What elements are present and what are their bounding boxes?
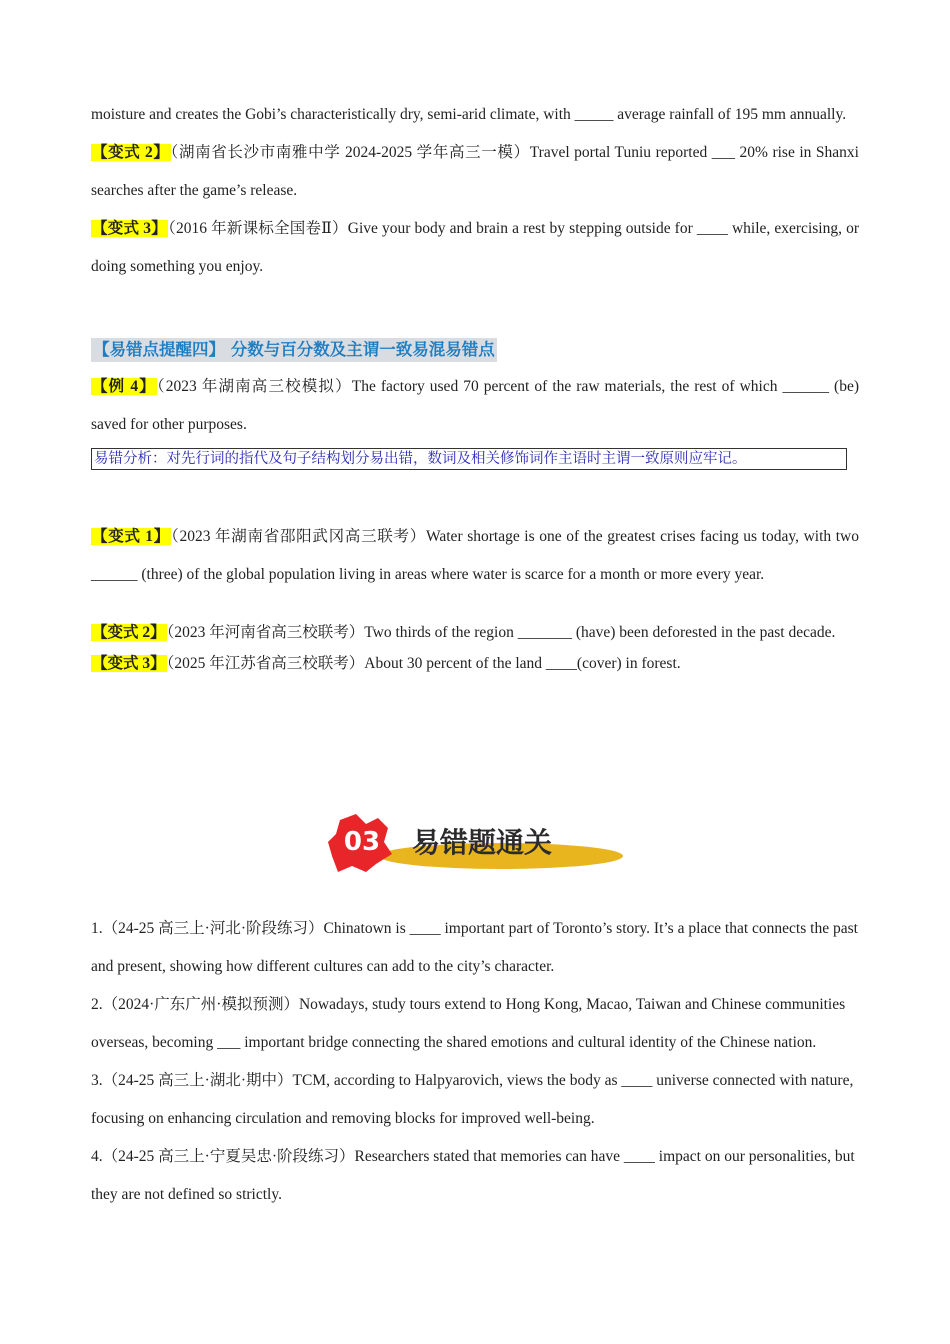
variant-tag: 【变式 3】 [92,655,166,672]
variant-text: （2016 年新课标全国卷Ⅱ）Give your body and brain a rest by stepping outside for ____ while, exercising, or doing something you enjoy. [91,220,859,275]
question-item: 1.（24-25 高三上·河北·阶段练习）Chinatown is ____ important part of Toronto’s story. It’s a place that connects the past and present, showing how different cultures can add to the city’s character. [91,920,858,975]
variant-text: （湖南省长沙市南雅中学 2024-2025 学年高三一模）Travel portal Tuniu reported ___ 20% rise in Shanxi searches after the game’s release. [91,144,859,199]
variant-text: （2023 年河南省高三校联考）Two thirds of the region _______ (have) been deforested in the past decade. [166,624,836,641]
variant-b-2 [91,618,859,647]
section-header [91,338,859,362]
document-body [91,96,859,681]
section-banner [326,812,626,878]
variant-b-1 [91,518,859,594]
variant-text: （2023 年湖南省邵阳武冈高三联考）Water shortage is one of the greatest crises facing us today, with two ______ (three) of the global population living in areas where water is scarce for a month or more every year. [91,528,859,583]
variant-a-1 [91,134,859,210]
section-title: 【易错点提醒四】 分数与百分数及主谓一致易混易错点 [91,338,497,362]
banner-title: 易错题通关 [412,826,553,859]
question-item: 3.（24-25 高三上·湖北·期中）TCM, according to Halpyarovich, views the body as ____ universe connected with nature, focusing on enhancing circulation and removing blocks for improved well-being. [91,1072,854,1127]
variant-a-2 [91,210,859,286]
question-item: 2.（2024·广东广州·模拟预测）Nowadays, study tours extend to Hong Kong, Macao, Taiwan and Chinese communities overseas, becoming ___ important bridge connecting the shared emotions and cultural identity of the Chinese nation. [91,996,846,1051]
banner-number: 03 [343,827,381,857]
variant-tag: 【变式 3】 [92,220,168,237]
top-paragraph: moisture and creates the Gobi’s characteristically dry, semi-arid climate, with _____ average rainfall of 195 mm annually. [91,106,847,123]
example-4 [91,368,859,444]
question-list [91,910,859,1214]
variant-b-3 [91,647,859,681]
variant-tag: 【变式 2】 [92,624,166,641]
variant-tag: 【变式 1】 [92,528,170,545]
example-tag: 【例 4】 [92,378,156,395]
example-text: （2023 年湖南高三校模拟）The factory used 70 percent of the raw materials, the rest of which ______ (be) saved for other purposes. [91,378,859,433]
variant-text: （2025 年江苏省高三校联考）About 30 percent of the land ____(cover) in forest. [166,655,681,672]
question-item: 4.（24-25 高三上·宁夏吴忠·阶段练习）Researchers stated that memories can have ____ impact on our personalities, but they are not defined so strictly. [91,1148,855,1203]
error-analysis-box: 易错分析：对先行词的指代及句子结构划分易出错，数词及相关修饰词作主语时主谓一致原则应牢记。 [91,448,847,470]
variant-tag: 【变式 2】 [92,144,170,161]
